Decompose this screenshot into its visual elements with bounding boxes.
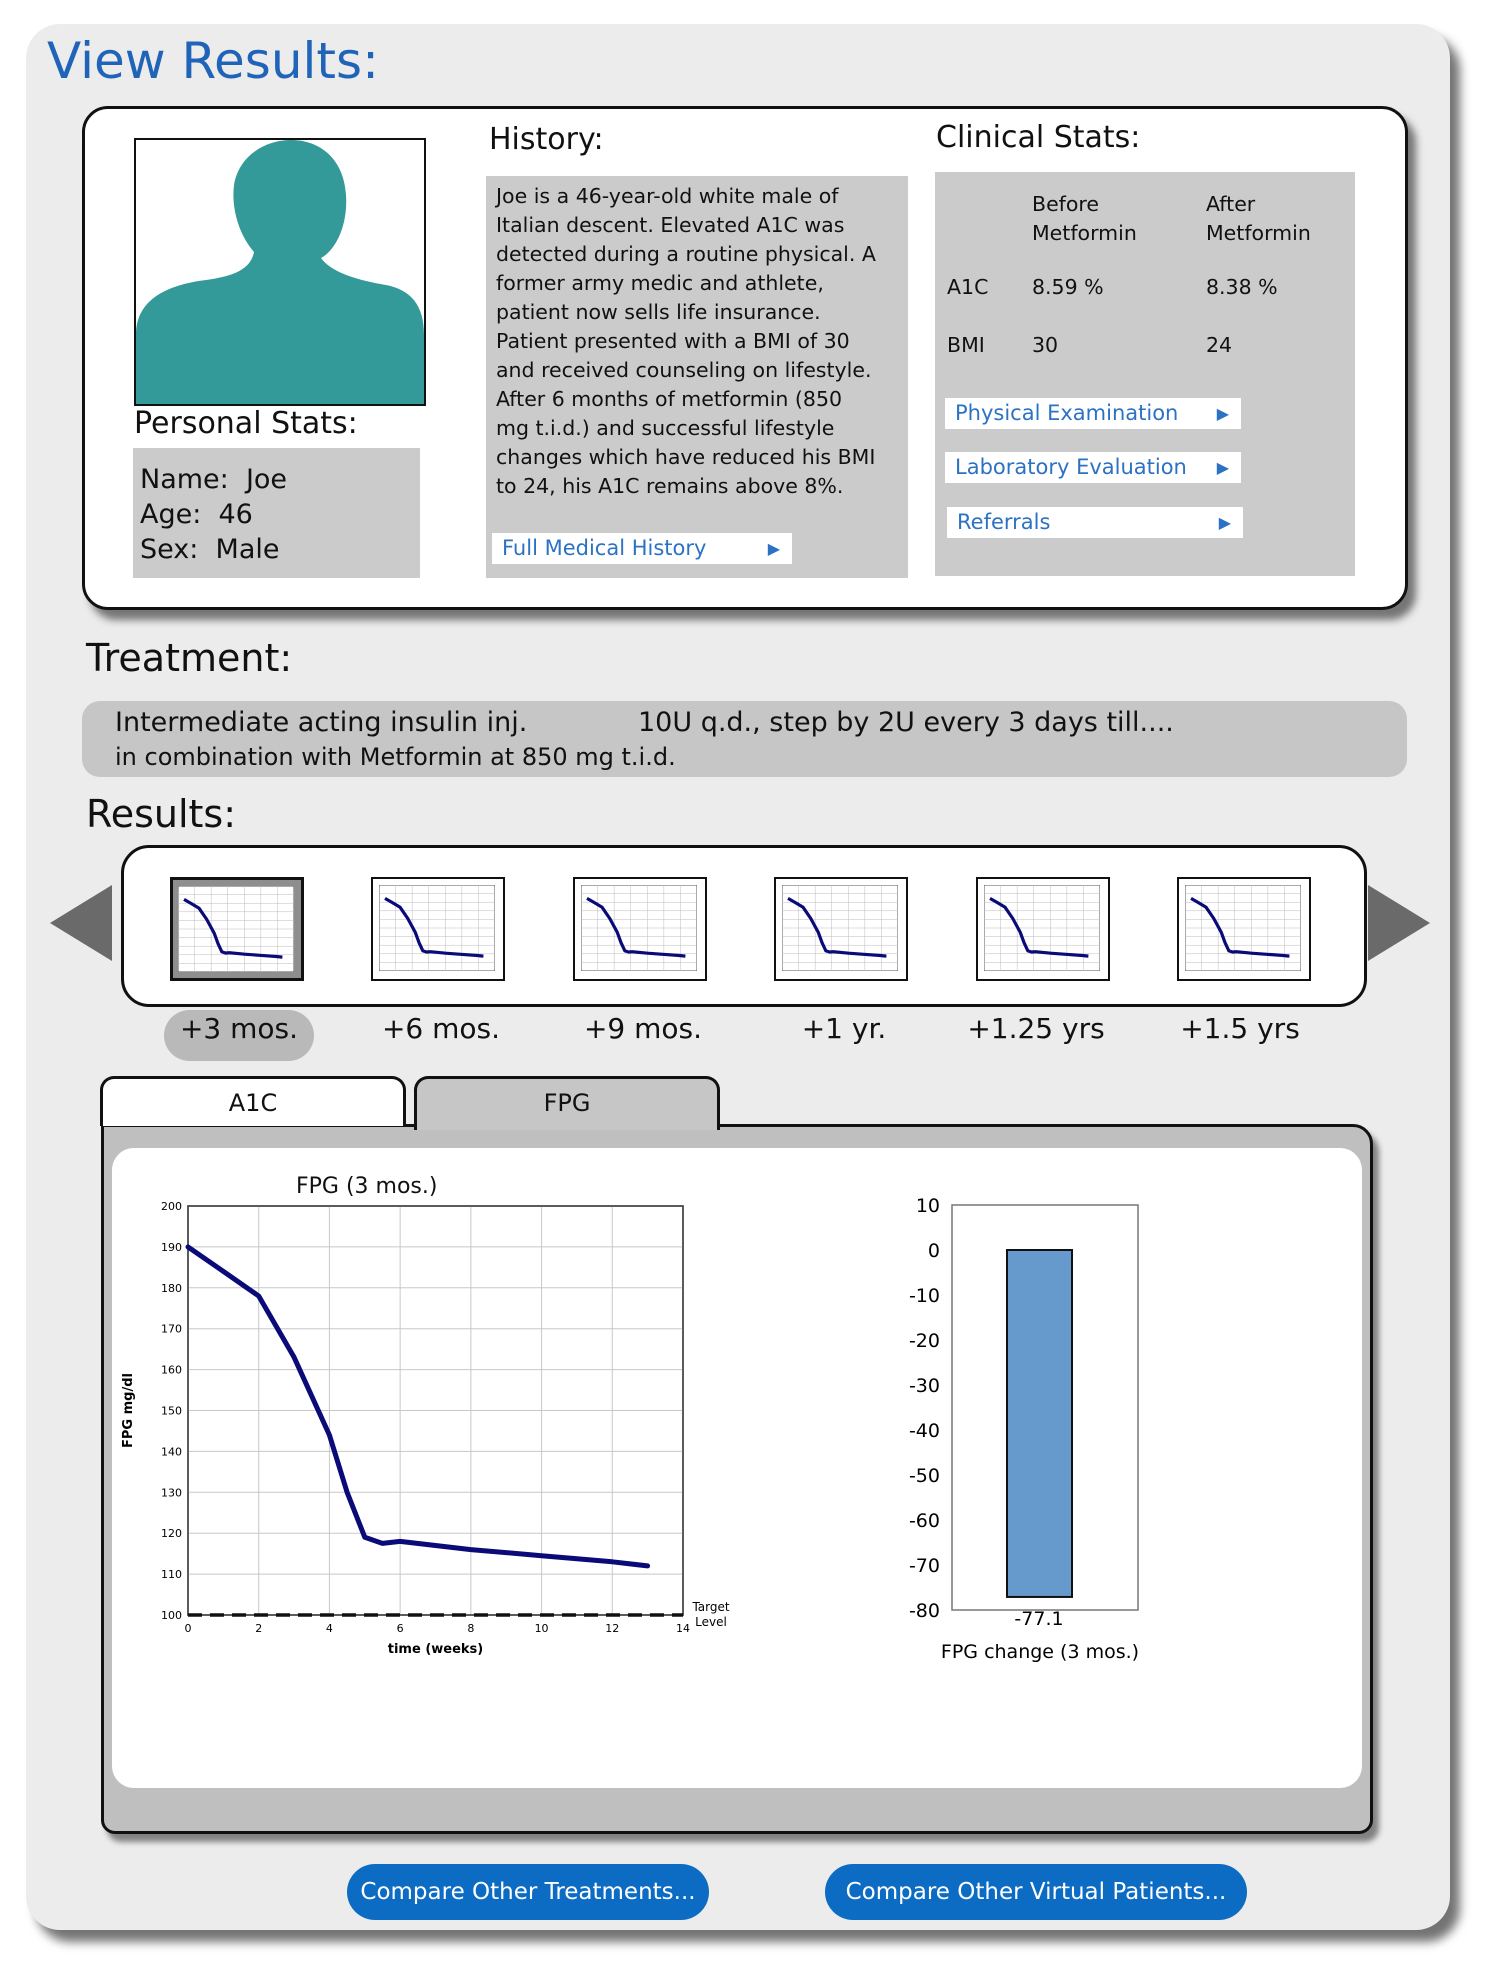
a1c-after-value: 8.38 % — [1206, 275, 1278, 299]
sex-value: Male — [215, 534, 280, 565]
clinical-stats-heading: Clinical Stats: — [936, 120, 1141, 155]
y-tick-label: 160 — [161, 1363, 182, 1377]
name-value: Joe — [245, 464, 288, 495]
y-tick-label: 180 — [161, 1281, 182, 1295]
mini-chart-icon — [1185, 885, 1301, 971]
x-axis-label: time (weeks) — [387, 1642, 484, 1657]
bmi-after-value: 24 — [1206, 333, 1233, 357]
link-label: Referrals — [957, 510, 1051, 534]
fpg-change-bar — [1007, 1250, 1072, 1597]
col-header-line: Metformin — [1032, 221, 1137, 245]
y-tick-label: 120 — [161, 1527, 182, 1541]
after-metformin-header — [1206, 190, 1311, 248]
link-label: Full Medical History — [502, 536, 707, 560]
result-thumbnail[interactable] — [573, 877, 707, 981]
referrals-link[interactable] — [947, 507, 1243, 538]
name-label: Name: — [140, 464, 229, 495]
col-header-line: Before — [1032, 192, 1100, 216]
y-tick-label: 190 — [161, 1240, 182, 1254]
mini-chart-icon — [379, 885, 495, 971]
play-triangle-icon: ▶ — [767, 539, 780, 558]
bar-y-tick-label: -70 — [908, 1555, 940, 1577]
play-triangle-icon: ▶ — [1216, 404, 1229, 423]
x-tick-label: 10 — [534, 1622, 549, 1635]
compare-treatments-button[interactable]: Compare Other Treatments... — [347, 1864, 709, 1920]
y-axis-label: FPG mg/dl — [121, 1373, 136, 1448]
period-label[interactable]: +1 yr. — [801, 1012, 887, 1045]
page-title: View Results: — [47, 32, 379, 90]
personal-stats-heading: Personal Stats: — [134, 406, 358, 441]
avatar-silhouette-icon — [134, 138, 426, 406]
bar-y-tick-label: -30 — [908, 1375, 940, 1397]
bar-y-tick-label: -20 — [908, 1330, 940, 1352]
y-tick-label: 140 — [161, 1445, 182, 1459]
y-tick-label: 110 — [161, 1568, 182, 1582]
full-medical-history-link[interactable] — [492, 533, 792, 564]
treatment-dose: 10U q.d., step by 2U every 3 days till.... — [638, 707, 1174, 738]
personal-stats-box — [133, 448, 420, 578]
bar-x-axis-label: FPG change (3 mos.) — [940, 1641, 1140, 1663]
age-label: Age: — [140, 499, 202, 530]
bar-y-tick-label: -40 — [908, 1420, 940, 1442]
mini-chart-icon — [178, 886, 294, 972]
bar-y-tick-label: -50 — [908, 1465, 940, 1487]
result-thumbnail[interactable] — [976, 877, 1110, 981]
next-arrow-button[interactable] — [1368, 885, 1430, 965]
bmi-before-value: 30 — [1032, 333, 1059, 357]
tab-fpg[interactable]: FPG — [414, 1076, 720, 1130]
a1c-before-value: 8.59 % — [1032, 275, 1104, 299]
a1c-row-label: A1C — [947, 275, 989, 299]
bar-y-tick-label: -80 — [908, 1600, 940, 1622]
bar-y-tick-label: -10 — [908, 1285, 940, 1307]
target-label-line1: Target — [692, 1600, 730, 1614]
period-label[interactable]: +1.25 yrs — [967, 1012, 1105, 1045]
treatment-drug: Intermediate acting insulin inj. — [115, 707, 528, 738]
play-triangle-icon: ▶ — [1218, 513, 1231, 532]
period-label[interactable]: +9 mos. — [583, 1012, 703, 1045]
bar-y-tick-label: 10 — [915, 1195, 940, 1217]
col-header-line: After — [1206, 192, 1256, 216]
left-triangle-icon — [50, 885, 112, 961]
result-thumbnail[interactable] — [371, 877, 505, 981]
fpg-line-chart — [112, 1148, 872, 1788]
link-label: Laboratory Evaluation — [955, 455, 1187, 479]
y-tick-label: 100 — [161, 1609, 182, 1622]
tab-a1c[interactable]: A1C — [100, 1076, 406, 1126]
period-label[interactable]: +1.5 yrs — [1180, 1012, 1300, 1045]
result-thumbnail[interactable] — [170, 877, 304, 981]
compare-patients-button[interactable]: Compare Other Virtual Patients... — [825, 1864, 1247, 1920]
play-triangle-icon: ▶ — [1216, 458, 1229, 477]
result-thumbnail[interactable] — [774, 877, 908, 981]
history-heading: History: — [489, 122, 604, 157]
y-tick-label: 170 — [161, 1322, 182, 1336]
x-tick-label: 8 — [467, 1622, 475, 1635]
col-header-line: Metformin — [1206, 221, 1311, 245]
results-heading: Results: — [86, 792, 237, 836]
physical-examination-link[interactable] — [945, 398, 1241, 429]
prev-arrow-button[interactable] — [50, 885, 112, 965]
x-tick-label: 0 — [184, 1622, 192, 1635]
y-tick-label: 130 — [161, 1486, 182, 1500]
period-label[interactable]: +6 mos. — [381, 1012, 501, 1045]
bar-value-label: -77.1 — [1014, 1607, 1064, 1630]
x-tick-label: 6 — [396, 1622, 404, 1635]
bmi-row-label: BMI — [947, 333, 985, 357]
chart-title: FPG (3 mos.) — [296, 1174, 438, 1199]
history-box — [486, 176, 908, 578]
fpg-change-bar-chart — [900, 1148, 1260, 1788]
treatment-combination: in combination with Metformin at 850 mg t.i.d. — [115, 743, 676, 771]
target-label-line2: Level — [695, 1615, 727, 1629]
bar-y-tick-label: -60 — [908, 1510, 940, 1532]
before-metformin-header — [1032, 190, 1137, 248]
laboratory-evaluation-link[interactable] — [945, 452, 1241, 483]
x-tick-label: 4 — [325, 1622, 333, 1635]
mini-chart-icon — [581, 885, 697, 971]
right-triangle-icon — [1368, 885, 1430, 961]
history-text: Joe is a 46-year-old white male of Italian descent. Elevated A1C was detected during a routine physical. A former army medic and athlete, patient now sells life insurance. Patient presented with a BMI of 30 and received counseling on lifestyle. After 6 months of metformin (850 mg t.i.d.) and successful lifestyle changes which have reduced his BMI to 24, his A1C remains above 8%. — [496, 184, 876, 498]
y-tick-label: 200 — [161, 1200, 182, 1213]
bar-y-tick-label: 0 — [927, 1240, 940, 1262]
treatment-bar — [82, 701, 1407, 777]
link-label: Physical Examination — [955, 401, 1179, 425]
x-tick-label: 14 — [676, 1622, 690, 1635]
mini-chart-icon — [782, 885, 898, 971]
y-tick-label: 150 — [161, 1404, 182, 1418]
age-value: 46 — [218, 499, 253, 530]
result-thumbnail[interactable] — [1177, 877, 1311, 981]
x-tick-label: 2 — [255, 1622, 263, 1635]
sex-label: Sex: — [140, 534, 199, 565]
treatment-heading: Treatment: — [86, 636, 293, 680]
mini-chart-icon — [984, 885, 1100, 971]
period-label[interactable]: +3 mos. — [179, 1012, 299, 1045]
x-tick-label: 12 — [605, 1622, 620, 1635]
